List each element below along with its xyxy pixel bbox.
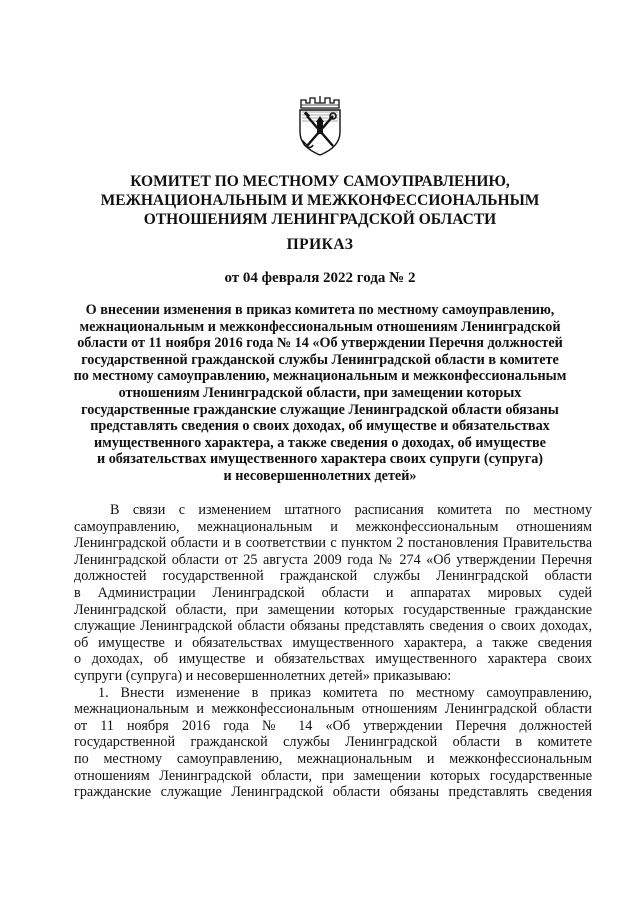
subject-line: по местному самоуправлению, межнациональным и межконфессиональным	[73, 368, 567, 385]
body-line: Ленинградской области от 25 августа 2009 года № 274 «Об утверждении Перечня	[74, 551, 592, 568]
body-line: самоуправлению, межнациональным и межконфессиональным отношениям	[74, 518, 592, 535]
body-line: о доходах, об имуществе и обязательствах имущественного характера своих	[74, 651, 592, 668]
body-line: Ленинградской области, при замещении которых государственные гражданские	[74, 601, 592, 618]
body-line: в Администрации Ленинградской области и аппаратах мировых судей	[74, 584, 592, 601]
subject-line: области от 11 ноября 2016 года № 14 «Об утверждении Перечня должностей	[77, 335, 563, 352]
body-line: супруги (супруга) и несовершеннолетних детей» приказываю:	[74, 667, 452, 684]
document-body	[74, 502, 592, 801]
body-line: должностей государственной гражданской службы Ленинградской области	[74, 568, 592, 585]
document-subject	[70, 302, 570, 485]
organization-line: КОМИТЕТ ПО МЕСТНОМУ САМОУПРАВЛЕНИЮ,	[130, 173, 510, 190]
body-line: гражданские служащие Ленинградской области обязаны представлять сведения	[74, 784, 592, 801]
body-line: государственной гражданской службы Ленинградской области в комитете	[74, 734, 592, 751]
organization-line: МЕЖНАЦИОНАЛЬНЫМ И МЕЖКОНФЕССИОНАЛЬНЫМ	[100, 192, 540, 209]
subject-line: межнациональным и межконфессиональным отношениям Ленинградской	[79, 318, 561, 335]
subject-line: представлять сведения о своих доходах, об имуществе и обязательствах	[90, 418, 550, 435]
subject-line: имущественного характера, а также сведения о доходах, об имуществе	[94, 434, 546, 451]
body-line: отношениям Ленинградской области, при замещении которых государственные	[74, 767, 592, 784]
body-line: от 11 ноября 2016 года № 14 «Об утверждении Перечня должностей	[74, 717, 592, 734]
subject-line: О внесении изменения в приказ комитета по местному самоуправлению,	[85, 302, 555, 318]
body-line: Ленинградской области и в соответствии с пунктом 2 постановления Правительства	[74, 535, 592, 552]
body-line: по местному самоуправлению, межнациональным и межконфессиональным	[74, 750, 592, 767]
subject-line: и несовершеннолетних детей»	[223, 467, 417, 484]
document-type: ПРИКАЗ	[286, 236, 354, 253]
organization-line: ОТНОШЕНИЯМ ЛЕНИНГРАДСКОЙ ОБЛАСТИ	[143, 211, 497, 228]
body-line: В связи с изменением штатного расписания комитета по местному	[110, 502, 592, 518]
body-line: служащие Ленинградской области обязаны представлять сведения о своих доходах,	[74, 618, 592, 635]
document-date-number: от 04 февраля 2022 года № 2	[224, 270, 416, 286]
body-line: межнациональным и межконфессиональным отношениям Ленинградской области	[74, 701, 592, 718]
leningrad-oblast-coat-of-arms-icon	[298, 96, 342, 156]
subject-line: государственные гражданские служащие Ленинградской области обязаны	[81, 401, 559, 418]
body-line: 1. Внести изменение в приказ комитета по местному самоуправлению,	[98, 684, 592, 701]
body-line: об имуществе и обязательствах имущественного характера, а также сведения	[74, 634, 592, 651]
subject-line: отношениям Ленинградской области, при замещении которых	[118, 384, 522, 401]
organization-name	[60, 172, 580, 229]
subject-line: государственной гражданской службы Ленинградской области в комитете	[81, 351, 559, 368]
subject-line: и обязательствах имущественного характера своих супруги (супруга)	[96, 451, 544, 468]
